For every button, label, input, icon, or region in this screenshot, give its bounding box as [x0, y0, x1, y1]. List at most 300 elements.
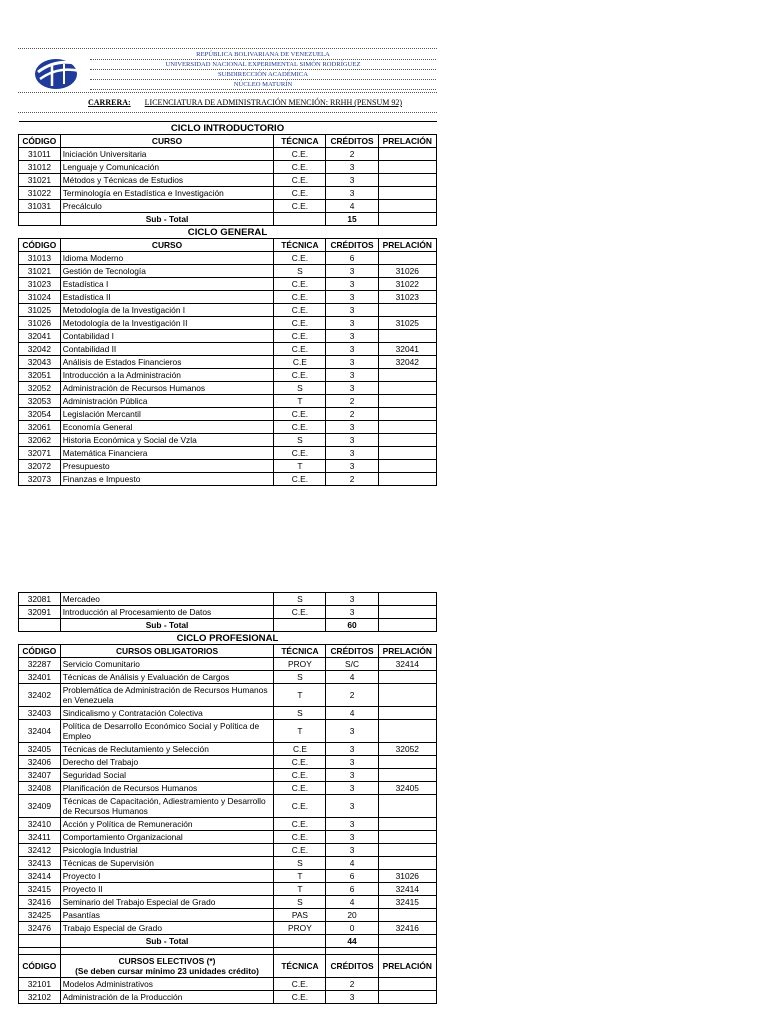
table-row	[19, 382, 437, 395]
creditos-cell: 3	[326, 831, 378, 844]
subtotal-spacer	[274, 213, 326, 226]
col-header-curso: CURSOS OBLIGATORIOS	[60, 645, 274, 658]
tecnica-cell: S	[274, 593, 326, 606]
subtotal-label: Sub - Total	[60, 935, 274, 948]
prelacion-cell	[378, 252, 436, 265]
codigo-cell: 32425	[19, 909, 61, 922]
table-row	[19, 408, 437, 421]
tecnica-cell: C.E.	[274, 795, 326, 818]
col-header-curso: CURSO	[60, 239, 274, 252]
subtotal-spacer	[274, 935, 326, 948]
header-bottom-rule	[18, 112, 437, 113]
tecnica-cell: C.E.	[274, 200, 326, 213]
tecnica-cell: C.E.	[274, 278, 326, 291]
curso-cell: Psicología Industrial	[60, 844, 274, 857]
codigo-cell: 31025	[19, 304, 61, 317]
table-row	[19, 473, 437, 486]
prelacion-cell: 31025	[378, 317, 436, 330]
codigo-cell: 32412	[19, 844, 61, 857]
header-line-nucleo: NÚCLEO MATURÍN	[90, 80, 436, 90]
creditos-cell: 4	[326, 857, 378, 870]
prelacion-cell	[378, 304, 436, 317]
table-row	[19, 896, 437, 909]
creditos-cell: 2	[326, 408, 378, 421]
curso-cell: Técnicas de Capacitación, Adiestramiento y Desarrollo de Recursos Humanos	[60, 795, 274, 818]
codigo-cell: 32061	[19, 421, 61, 434]
prelacion-cell	[378, 684, 436, 707]
curso-cell: Mercadeo	[60, 593, 274, 606]
creditos-cell: 3	[326, 161, 378, 174]
tecnica-cell: C.E.	[274, 252, 326, 265]
prelacion-cell	[378, 421, 436, 434]
codigo-cell: 32416	[19, 896, 61, 909]
curso-cell: Derecho del Trabajo	[60, 756, 274, 769]
col-header-creditos: CRÉDITOS	[326, 645, 378, 658]
table-row	[19, 174, 437, 187]
tecnica-cell: C.E.	[274, 831, 326, 844]
subtotal-spacer	[378, 935, 436, 948]
table-row	[19, 330, 437, 343]
creditos-cell: S/C	[326, 658, 378, 671]
subtotal-spacer	[19, 935, 61, 948]
col-header-prelacion: PRELACIÓN	[378, 135, 436, 148]
curso-cell: Servicio Comunitario	[60, 658, 274, 671]
col-header-curso-line2: (Se deben cursar mínimo 23 unidades crédito)	[75, 966, 259, 976]
table-row	[19, 291, 437, 304]
codigo-cell: 32405	[19, 743, 61, 756]
pensum-table-page-1	[18, 121, 437, 486]
creditos-cell: 3	[326, 330, 378, 343]
tecnica-cell: PAS	[274, 909, 326, 922]
creditos-cell: 3	[326, 756, 378, 769]
prelacion-cell	[378, 978, 436, 991]
subtotal-value: 60	[326, 619, 378, 632]
codigo-cell: 32404	[19, 720, 61, 743]
prelacion-cell: 31026	[378, 870, 436, 883]
subtotal-spacer	[19, 213, 61, 226]
table-row	[19, 200, 437, 213]
subtotal-spacer	[378, 213, 436, 226]
subtotal-spacer	[378, 619, 436, 632]
table-row	[19, 606, 437, 619]
carrera-line	[62, 96, 436, 110]
prelacion-cell	[378, 330, 436, 343]
creditos-cell: 3	[326, 593, 378, 606]
prelacion-cell: 32416	[378, 922, 436, 935]
curso-cell: Economía General	[60, 421, 274, 434]
codigo-cell: 32406	[19, 756, 61, 769]
table-row	[19, 593, 437, 606]
prelacion-cell	[378, 395, 436, 408]
creditos-cell: 20	[326, 909, 378, 922]
creditos-cell: 4	[326, 671, 378, 684]
curso-cell: Proyecto II	[60, 883, 274, 896]
table-row	[19, 252, 437, 265]
tecnica-cell: C.E.	[274, 304, 326, 317]
subtotal-spacer	[19, 619, 61, 632]
curso-cell: Técnicas de Supervisión	[60, 857, 274, 870]
curso-cell: Iniciación Universitaria	[60, 148, 274, 161]
creditos-cell: 3	[326, 818, 378, 831]
codigo-cell: 32053	[19, 395, 61, 408]
tecnica-cell: C.E.	[274, 978, 326, 991]
creditos-cell: 4	[326, 896, 378, 909]
codigo-cell: 32101	[19, 978, 61, 991]
tecnica-cell: C.E.	[274, 473, 326, 486]
tecnica-cell: C.E.	[274, 369, 326, 382]
prelacion-cell: 32414	[378, 883, 436, 896]
codigo-cell: 32409	[19, 795, 61, 818]
tecnica-cell: PROY	[274, 658, 326, 671]
tecnica-cell: C.E.	[274, 408, 326, 421]
curso-cell: Estadística I	[60, 278, 274, 291]
prelacion-cell	[378, 447, 436, 460]
table-row	[19, 909, 437, 922]
tecnica-cell: T	[274, 460, 326, 473]
codigo-cell: 32414	[19, 870, 61, 883]
curso-cell: Legislación Mercantil	[60, 408, 274, 421]
table-row	[19, 395, 437, 408]
creditos-cell: 3	[326, 782, 378, 795]
curso-cell: Acción y Política de Remuneración	[60, 818, 274, 831]
creditos-cell: 2	[326, 978, 378, 991]
prelacion-cell	[378, 909, 436, 922]
curso-cell: Historia Económica y Social de Vzla	[60, 434, 274, 447]
col-header-curso	[60, 955, 274, 978]
creditos-cell: 3	[326, 174, 378, 187]
creditos-cell: 3	[326, 278, 378, 291]
codigo-cell: 32073	[19, 473, 61, 486]
tecnica-cell: C.E.	[274, 844, 326, 857]
section-title-row	[19, 632, 437, 645]
prelacion-cell	[378, 769, 436, 782]
header-line-republic: REPÚBLICA BOLIVARIANA DE VENEZUELA	[90, 50, 436, 60]
curso-cell: Técnicas de Análisis y Evaluación de Cargos	[60, 671, 274, 684]
curso-cell: Idioma Moderno	[60, 252, 274, 265]
curso-cell: Matemática Financiera	[60, 447, 274, 460]
codigo-cell: 32072	[19, 460, 61, 473]
codigo-cell: 32043	[19, 356, 61, 369]
codigo-cell: 31031	[19, 200, 61, 213]
carrera-label: CARRERA:	[88, 98, 131, 107]
creditos-cell: 2	[326, 473, 378, 486]
creditos-cell: 4	[326, 200, 378, 213]
prelacion-cell: 31022	[378, 278, 436, 291]
curso-cell: Política de Desarrollo Económico Social y Política de Empleo	[60, 720, 274, 743]
tecnica-cell: C.E.	[274, 161, 326, 174]
creditos-cell: 2	[326, 148, 378, 161]
table-row	[19, 720, 437, 743]
prelacion-cell: 32042	[378, 356, 436, 369]
prelacion-cell: 32414	[378, 658, 436, 671]
subtotal-value: 44	[326, 935, 378, 948]
tecnica-cell: PROY	[274, 922, 326, 935]
tecnica-cell: C.E	[274, 356, 326, 369]
creditos-cell: 3	[326, 187, 378, 200]
codigo-cell: 32041	[19, 330, 61, 343]
creditos-cell: 3	[326, 720, 378, 743]
tecnica-cell: C.E.	[274, 818, 326, 831]
codigo-cell: 32408	[19, 782, 61, 795]
curso-cell: Seguridad Social	[60, 769, 274, 782]
prelacion-cell	[378, 818, 436, 831]
prelacion-cell	[378, 720, 436, 743]
curso-cell: Contabilidad II	[60, 343, 274, 356]
curso-cell: Introducción a la Administración	[60, 369, 274, 382]
col-header-tecnica: TÉCNICA	[274, 645, 326, 658]
col-header-tecnica: TÉCNICA	[274, 135, 326, 148]
spacer-cell	[326, 948, 378, 955]
table-row	[19, 991, 437, 1004]
column-header-row	[19, 955, 437, 978]
creditos-cell: 3	[326, 343, 378, 356]
table-row	[19, 187, 437, 200]
creditos-cell: 3	[326, 844, 378, 857]
col-header-prelacion: PRELACIÓN	[378, 645, 436, 658]
tecnica-cell: C.E.	[274, 756, 326, 769]
table-row	[19, 148, 437, 161]
prelacion-cell	[378, 174, 436, 187]
curso-cell: Problemática de Administración de Recursos Humanos en Venezuela	[60, 684, 274, 707]
creditos-cell: 3	[326, 265, 378, 278]
header-line-subdireccion: SUBDIRECCIÓN ACADÉMICA	[90, 70, 436, 80]
section-title-row	[19, 226, 437, 239]
prelacion-cell	[378, 460, 436, 473]
prelacion-cell	[378, 707, 436, 720]
prelacion-cell	[378, 382, 436, 395]
header-line-university: UNIVERSIDAD NACIONAL EXPERIMENTAL SIMÓN RODRÍGUEZ	[90, 60, 436, 70]
tecnica-cell: S	[274, 707, 326, 720]
curso-cell: Pasantías	[60, 909, 274, 922]
creditos-cell: 3	[326, 317, 378, 330]
prelacion-cell	[378, 473, 436, 486]
creditos-cell: 3	[326, 795, 378, 818]
codigo-cell: 31026	[19, 317, 61, 330]
creditos-cell: 3	[326, 356, 378, 369]
table-row	[19, 844, 437, 857]
curso-cell: Administración de la Producción	[60, 991, 274, 1004]
creditos-cell: 3	[326, 382, 378, 395]
codigo-cell: 32062	[19, 434, 61, 447]
prelacion-cell: 32052	[378, 743, 436, 756]
codigo-cell: 32403	[19, 707, 61, 720]
codigo-cell: 32102	[19, 991, 61, 1004]
codigo-cell: 32081	[19, 593, 61, 606]
prelacion-cell	[378, 671, 436, 684]
curso-cell: Terminología en Estadística e Investigación	[60, 187, 274, 200]
subtotal-label: Sub - Total	[60, 619, 274, 632]
codigo-cell: 31011	[19, 148, 61, 161]
section-title: CICLO GENERAL	[19, 226, 437, 239]
table-row	[19, 304, 437, 317]
tecnica-cell: C.E	[274, 743, 326, 756]
curso-cell: Presupuesto	[60, 460, 274, 473]
table-row	[19, 278, 437, 291]
subtotal-row	[19, 619, 437, 632]
codigo-cell: 32052	[19, 382, 61, 395]
prelacion-cell	[378, 756, 436, 769]
prelacion-cell	[378, 148, 436, 161]
creditos-cell: 3	[326, 304, 378, 317]
curso-cell: Administración Pública	[60, 395, 274, 408]
creditos-cell: 3	[326, 743, 378, 756]
table-row	[19, 756, 437, 769]
creditos-cell: 6	[326, 870, 378, 883]
col-header-curso-line1: CURSOS ELECTIVOS (*)	[118, 956, 216, 966]
tecnica-cell: C.E.	[274, 769, 326, 782]
tecnica-cell: C.E.	[274, 991, 326, 1004]
table-row	[19, 356, 437, 369]
spacer-row	[19, 948, 437, 955]
col-header-tecnica: TÉCNICA	[274, 239, 326, 252]
tecnica-cell: C.E.	[274, 606, 326, 619]
creditos-cell: 4	[326, 707, 378, 720]
table-row	[19, 671, 437, 684]
prelacion-cell	[378, 369, 436, 382]
prelacion-cell	[378, 200, 436, 213]
carrera-value: LICENCIATURA DE ADMINISTRACIÓN MENCIÓN: RRHH (PENSUM 92)	[144, 98, 403, 107]
table-row	[19, 769, 437, 782]
pensum-table-page-2	[18, 592, 437, 1004]
creditos-cell: 3	[326, 606, 378, 619]
table-row	[19, 870, 437, 883]
table-row	[19, 658, 437, 671]
codigo-cell: 32411	[19, 831, 61, 844]
col-header-codigo: CÓDIGO	[19, 135, 61, 148]
codigo-cell: 32410	[19, 818, 61, 831]
curso-cell: Metodología de la Investigación I	[60, 304, 274, 317]
curso-cell: Seminario del Trabajo Especial de Grado	[60, 896, 274, 909]
codigo-cell: 31024	[19, 291, 61, 304]
codigo-cell: 32042	[19, 343, 61, 356]
table-row	[19, 818, 437, 831]
table-row	[19, 161, 437, 174]
tecnica-cell: S	[274, 434, 326, 447]
spacer-cell	[378, 948, 436, 955]
tecnica-cell: C.E.	[274, 330, 326, 343]
curso-cell: Métodos y Técnicas de Estudios	[60, 174, 274, 187]
subtotal-row	[19, 213, 437, 226]
prelacion-cell	[378, 844, 436, 857]
section-title: CICLO PROFESIONAL	[19, 632, 437, 645]
prelacion-cell	[378, 434, 436, 447]
tecnica-cell: T	[274, 883, 326, 896]
table-row	[19, 369, 437, 382]
table-row	[19, 343, 437, 356]
subtotal-row	[19, 935, 437, 948]
table-row	[19, 317, 437, 330]
creditos-cell: 0	[326, 922, 378, 935]
codigo-cell: 32287	[19, 658, 61, 671]
codigo-cell: 31023	[19, 278, 61, 291]
col-header-codigo: CÓDIGO	[19, 239, 61, 252]
codigo-cell: 31021	[19, 265, 61, 278]
unesr-logo-icon	[30, 52, 86, 92]
table-row	[19, 831, 437, 844]
table-row	[19, 447, 437, 460]
tecnica-cell: S	[274, 857, 326, 870]
curso-cell: Contabilidad I	[60, 330, 274, 343]
table-row	[19, 857, 437, 870]
table-row	[19, 434, 437, 447]
header-top-rule	[18, 48, 437, 49]
col-header-creditos: CRÉDITOS	[326, 135, 378, 148]
subtotal-label: Sub - Total	[60, 213, 274, 226]
creditos-cell: 6	[326, 883, 378, 896]
curso-cell: Finanzas e Impuesto	[60, 473, 274, 486]
codigo-cell: 32091	[19, 606, 61, 619]
table-row	[19, 795, 437, 818]
table-row	[19, 460, 437, 473]
tecnica-cell: C.E.	[274, 187, 326, 200]
codigo-cell: 32415	[19, 883, 61, 896]
codigo-cell: 32401	[19, 671, 61, 684]
tecnica-cell: T	[274, 684, 326, 707]
column-header-row	[19, 239, 437, 252]
tecnica-cell: S	[274, 896, 326, 909]
tecnica-cell: T	[274, 870, 326, 883]
prelacion-cell: 32415	[378, 896, 436, 909]
tecnica-cell: C.E.	[274, 421, 326, 434]
codigo-cell: 32476	[19, 922, 61, 935]
tecnica-cell: S	[274, 382, 326, 395]
codigo-cell: 31021	[19, 174, 61, 187]
prelacion-cell	[378, 606, 436, 619]
creditos-cell: 2	[326, 395, 378, 408]
curso-cell: Lenguaje y Comunicación	[60, 161, 274, 174]
tecnica-cell: C.E.	[274, 317, 326, 330]
codigo-cell: 32071	[19, 447, 61, 460]
creditos-cell: 2	[326, 684, 378, 707]
creditos-cell: 3	[326, 991, 378, 1004]
tecnica-cell: T	[274, 395, 326, 408]
creditos-cell: 3	[326, 291, 378, 304]
curso-cell: Metodología de la Investigación II	[60, 317, 274, 330]
prelacion-cell	[378, 991, 436, 1004]
codigo-cell: 31013	[19, 252, 61, 265]
creditos-cell: 3	[326, 447, 378, 460]
tecnica-cell: T	[274, 720, 326, 743]
prelacion-cell: 32405	[378, 782, 436, 795]
section-title-row	[19, 122, 437, 135]
prelacion-cell	[378, 187, 436, 200]
spacer-cell	[60, 948, 274, 955]
col-header-prelacion: PRELACIÓN	[378, 955, 436, 978]
subtotal-value: 15	[326, 213, 378, 226]
prelacion-cell	[378, 593, 436, 606]
curso-cell: Administración de Recursos Humanos	[60, 382, 274, 395]
curso-cell: Planificación de Recursos Humanos	[60, 782, 274, 795]
curso-cell: Precálculo	[60, 200, 274, 213]
table-row	[19, 978, 437, 991]
section-title: CICLO INTRODUCTORIO	[19, 122, 437, 135]
col-header-tecnica: TÉCNICA	[274, 955, 326, 978]
codigo-cell: 32051	[19, 369, 61, 382]
creditos-cell: 3	[326, 460, 378, 473]
col-header-codigo: CÓDIGO	[19, 645, 61, 658]
col-header-curso: CURSO	[60, 135, 274, 148]
creditos-cell: 6	[326, 252, 378, 265]
prelacion-cell	[378, 408, 436, 421]
curso-cell: Introducción al Procesamiento de Datos	[60, 606, 274, 619]
header-mid-rule	[18, 92, 437, 93]
codigo-cell: 32413	[19, 857, 61, 870]
table-row	[19, 883, 437, 896]
codigo-cell: 32407	[19, 769, 61, 782]
creditos-cell: 3	[326, 434, 378, 447]
creditos-cell: 3	[326, 369, 378, 382]
curso-cell: Estadística II	[60, 291, 274, 304]
